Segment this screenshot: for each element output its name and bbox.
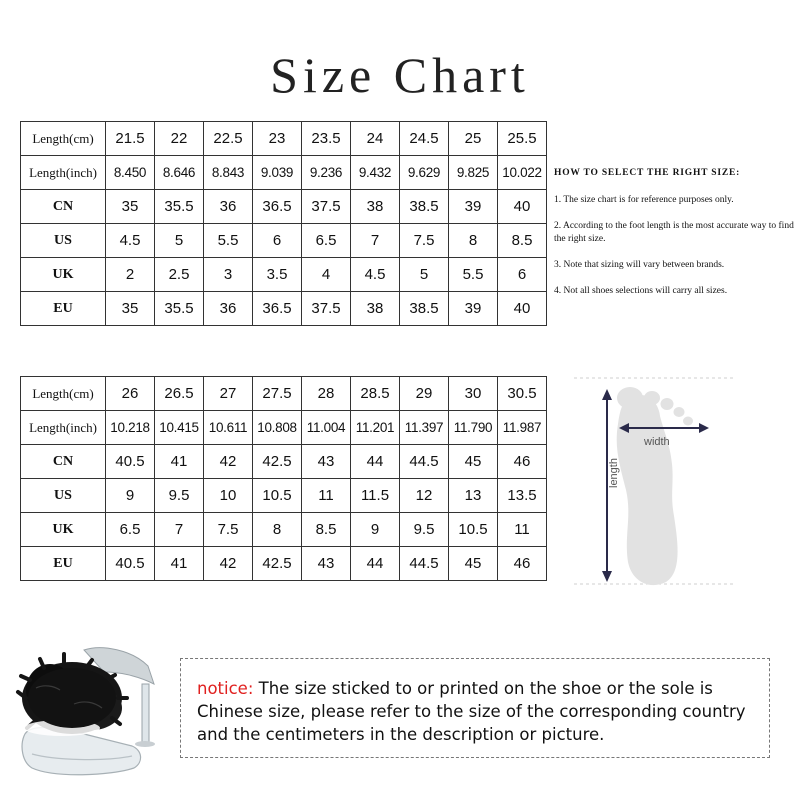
size-cell: 5.5 [449,258,498,292]
size-cell: 29 [400,377,449,411]
size-cell: 24.5 [400,122,449,156]
size-cell: 11 [498,513,547,547]
size-cell: 40.5 [106,445,155,479]
size-cell: 13.5 [498,479,547,513]
size-cell: 4.5 [106,224,155,258]
size-cell: 3 [204,258,253,292]
size-cell: 10.808 [253,411,302,445]
size-cell: 5 [155,224,204,258]
size-cell: 9.5 [400,513,449,547]
size-cell: 38.5 [400,292,449,326]
size-cell: 8.646 [155,156,204,190]
row-label: CN [21,445,106,479]
size-cell: 8 [449,224,498,258]
size-cell: 5.5 [204,224,253,258]
size-cell: 45 [449,445,498,479]
size-cell: 9.432 [351,156,400,190]
size-cell: 35 [106,292,155,326]
size-cell: 8.843 [204,156,253,190]
size-guide-note: 1. The size chart is for reference purposes only. [554,195,734,205]
notice-body: The size sticked to or printed on the shoe or the sole is Chinese size, please refer to the size of the corresponding country and the centimeters in the description or picture. [197,679,746,744]
size-cell: 41 [155,547,204,581]
size-cell: 46 [498,547,547,581]
size-cell: 6.5 [302,224,351,258]
size-cell: 46 [498,445,547,479]
size-table-small [20,121,547,326]
table-row [21,479,547,513]
size-cell: 42.5 [253,445,302,479]
size-cell: 42 [204,445,253,479]
size-cell: 2.5 [155,258,204,292]
size-cell: 42.5 [253,547,302,581]
size-guide-note: 2. According to the foot length is the most accurate way to find the right size. [554,221,794,244]
size-cell: 35.5 [155,292,204,326]
size-cell: 28 [302,377,351,411]
size-cell: 45 [449,547,498,581]
size-cell: 11 [302,479,351,513]
size-cell: 6 [498,258,547,292]
size-guide-heading: HOW TO SELECT THE RIGHT SIZE: [554,168,741,178]
size-cell: 2 [106,258,155,292]
size-cell: 9.825 [449,156,498,190]
table-row [21,377,547,411]
size-cell: 6.5 [106,513,155,547]
size-cell: 10.611 [204,411,253,445]
fluffy-slipper-heel-image [14,628,180,790]
size-cell: 43 [302,445,351,479]
size-cell: 35.5 [155,190,204,224]
size-cell: 36 [204,190,253,224]
size-cell: 39 [449,292,498,326]
length-label: length [608,458,620,488]
size-cell: 39 [449,190,498,224]
size-cell: 9 [351,513,400,547]
size-cell: 8.5 [498,224,547,258]
size-cell: 44 [351,547,400,581]
table-row [21,445,547,479]
size-cell: 24 [351,122,400,156]
size-cell: 12 [400,479,449,513]
size-guide-note: 4. Not all shoes selections will carry all sizes. [554,286,728,296]
size-cell: 36.5 [253,190,302,224]
size-cell: 9 [106,479,155,513]
size-cell: 10.218 [106,411,155,445]
row-label: Length(inch) [21,156,106,190]
size-cell: 38.5 [400,190,449,224]
size-cell: 43 [302,547,351,581]
table-row [21,224,547,258]
row-label: EU [21,547,106,581]
size-cell: 26 [106,377,155,411]
size-cell: 10.022 [498,156,547,190]
size-cell: 40.5 [106,547,155,581]
size-cell: 10.5 [253,479,302,513]
size-cell: 11.201 [351,411,400,445]
size-cell: 6 [253,224,302,258]
size-cell: 41 [155,445,204,479]
row-label: UK [21,258,106,292]
size-cell: 42 [204,547,253,581]
size-cell: 4 [302,258,351,292]
size-cell: 8.5 [302,513,351,547]
size-guide-notes [554,168,798,311]
table-row [21,292,547,326]
size-cell: 11.004 [302,411,351,445]
size-cell: 7 [155,513,204,547]
size-cell: 25.5 [498,122,547,156]
row-label: Length(cm) [21,122,106,156]
size-cell: 44 [351,445,400,479]
size-cell: 11.790 [449,411,498,445]
size-cell: 27 [204,377,253,411]
table-row [21,547,547,581]
notice-label: notice: [197,679,254,698]
size-cell: 26.5 [155,377,204,411]
size-cell: 38 [351,292,400,326]
notice-box [180,658,770,758]
width-label: width [644,436,670,448]
row-label: Length(inch) [21,411,106,445]
size-cell: 10.415 [155,411,204,445]
size-guide-note: 3. Note that sizing will vary between brands. [554,260,725,270]
page-title: Size Chart [270,47,530,103]
table-row [21,513,547,547]
slipper-icon [14,628,180,790]
size-cell: 30 [449,377,498,411]
size-cell: 27.5 [253,377,302,411]
size-cell: 5 [400,258,449,292]
size-cell: 3.5 [253,258,302,292]
size-cell: 21.5 [106,122,155,156]
size-cell: 38 [351,190,400,224]
table-row [21,122,547,156]
size-cell: 22 [155,122,204,156]
table-row [21,190,547,224]
size-cell: 35 [106,190,155,224]
row-label: US [21,479,106,513]
size-cell: 8.450 [106,156,155,190]
size-cell: 11.5 [351,479,400,513]
size-cell: 7.5 [204,513,253,547]
size-cell: 23.5 [302,122,351,156]
size-cell: 44.5 [400,547,449,581]
size-cell: 10 [204,479,253,513]
size-cell: 4.5 [351,258,400,292]
size-cell: 37.5 [302,190,351,224]
size-table-large [20,376,547,581]
size-cell: 44.5 [400,445,449,479]
table-row [21,156,547,190]
row-label: UK [21,513,106,547]
size-cell: 9.236 [302,156,351,190]
size-cell: 28.5 [351,377,400,411]
size-cell: 9.039 [253,156,302,190]
size-cell: 7.5 [400,224,449,258]
size-cell: 11.987 [498,411,547,445]
size-cell: 13 [449,479,498,513]
row-label: Length(cm) [21,377,106,411]
size-cell: 40 [498,292,547,326]
foot-measure-diagram [574,376,734,588]
size-cell: 40 [498,190,547,224]
size-cell: 7 [351,224,400,258]
foot-outline-icon [574,376,734,588]
notice-text [197,677,762,746]
table-row [21,411,547,445]
size-cell: 9.5 [155,479,204,513]
size-cell: 8 [253,513,302,547]
size-cell: 37.5 [302,292,351,326]
row-label: US [21,224,106,258]
row-label: CN [21,190,106,224]
size-cell: 25 [449,122,498,156]
size-cell: 36.5 [253,292,302,326]
size-cell: 30.5 [498,377,547,411]
size-cell: 11.397 [400,411,449,445]
size-cell: 9.629 [400,156,449,190]
table-row [21,258,547,292]
row-label: EU [21,292,106,326]
size-cell: 23 [253,122,302,156]
size-cell: 36 [204,292,253,326]
size-cell: 22.5 [204,122,253,156]
size-cell: 10.5 [449,513,498,547]
